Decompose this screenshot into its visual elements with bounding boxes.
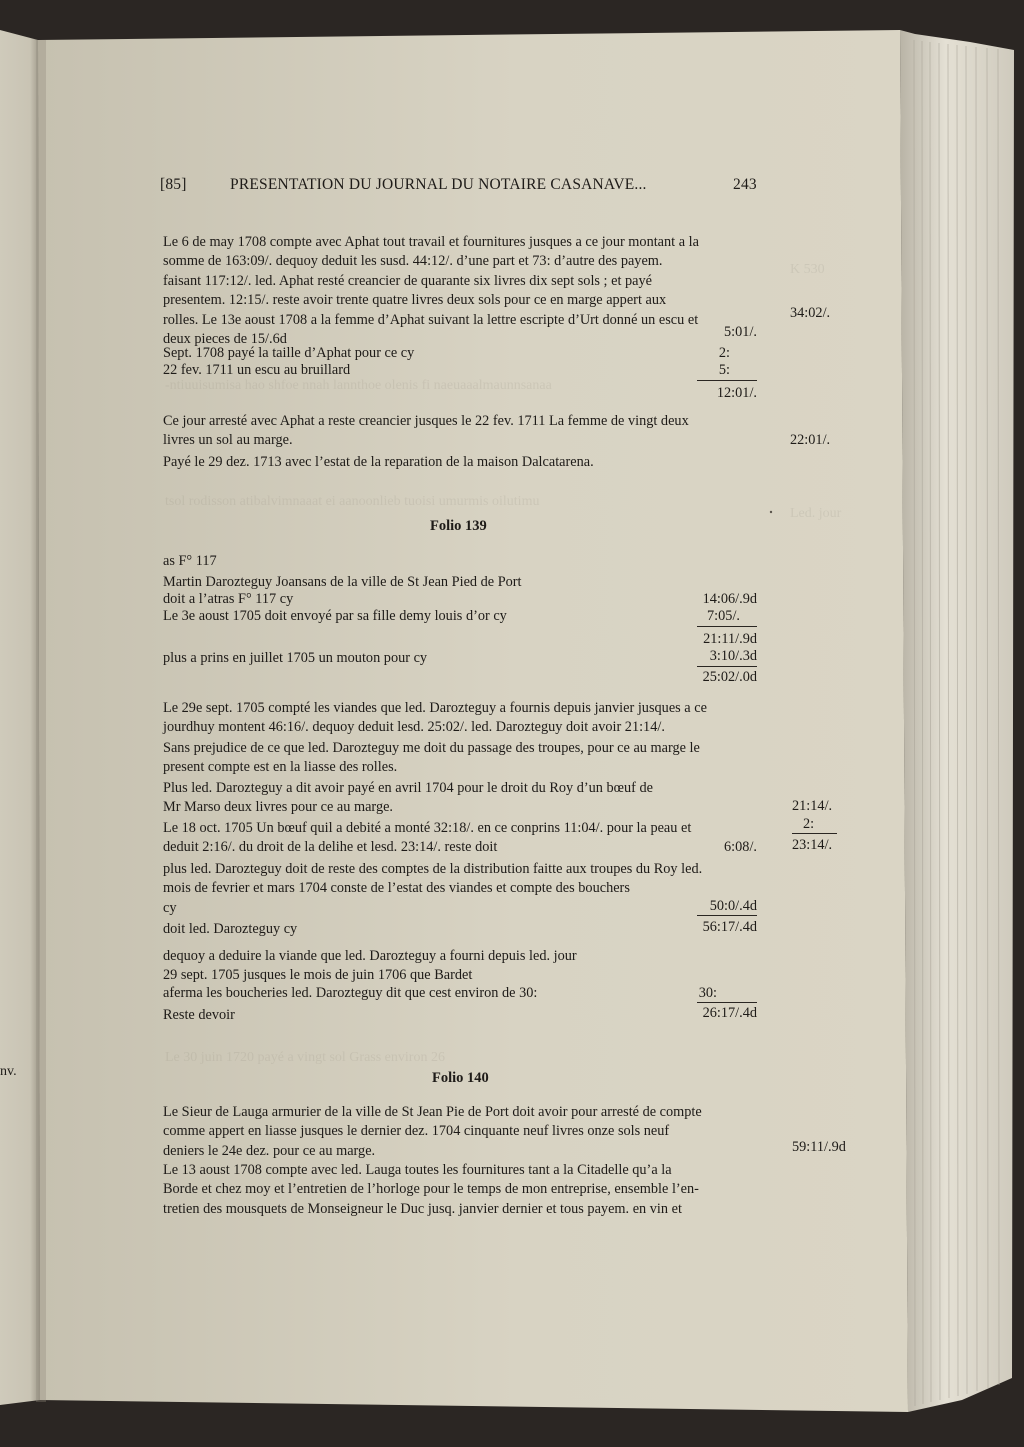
page-number: 243 — [733, 176, 757, 193]
entry-martin: Martin Darozteguy Joansans de la ville de St Jean Pied de Port — [163, 574, 522, 590]
text-line: Borde et chez moy et l’entretien de l’horloge pour le temps de mon entreprise, ensemble l’en- — [163, 1181, 699, 1198]
text-line: Sans prejudice de ce que led. Darozteguy me doit du passage des troupes, pour ce au marge le — [163, 740, 700, 756]
sum-rule — [697, 380, 757, 381]
text-line: presentem. 12:15/. reste avoir trente quatre livres deux sols pour ce en marge appert aux — [163, 292, 667, 309]
text-line: deduit 2:16/. du droit de la delihe et lesd. 23:14/. reste doit — [163, 839, 498, 856]
text-line: cy — [163, 899, 177, 916]
text-line: Ce jour arresté avec Aphat a reste creancier jusques le 22 fev. 1711 La femme de vingt deux — [163, 413, 689, 429]
left-page-fragment: nv. — [0, 1064, 17, 1079]
sum-rule — [697, 626, 757, 627]
entry-deduire: aferma les boucheries led. Darozteguy dit que cest environ de 30: — [163, 985, 538, 1001]
entry-demy-louis: Le 3e aoust 1705 doit envoyé par sa fille demy louis d’or cy — [163, 608, 507, 624]
sum-rule — [697, 1002, 757, 1003]
margin-sum-rule — [792, 833, 837, 834]
show-through-text: Le 30 juin 1720 payé a vingt sol Grass environ 26 — [165, 1050, 445, 1065]
margin-amount: 2: — [803, 816, 815, 832]
text-line: mois de fevrier et mars 1704 conste de l’estat des viandes et compte des bouchers — [163, 880, 630, 897]
subtotal-amount: 21:11/.9d — [703, 631, 757, 647]
total-amount: 12:01/. — [716, 385, 757, 401]
entry-taille: Sept. 1708 payé la taille d’Aphat pour ce cy — [163, 345, 415, 361]
paragraph-29-sept — [163, 699, 758, 738]
text-line: tretien des mousquets de Monseigneur le Duc jusq. janvier dernier et tous payem. en vin et — [163, 1200, 682, 1217]
text-line: plus led. Darozteguy doit de reste des comptes de la distribution faitte aux troupes du Roy led. — [163, 861, 703, 877]
paragraph-aphat-compte — [163, 233, 758, 349]
text-line: Le Sieur de Lauga armurier de la ville de St Jean Pie de Port doit avoir pour arresté de compte — [163, 1104, 702, 1120]
amount: 7:05/. — [707, 608, 740, 624]
entry-escu: 22 fev. 1711 un escu au bruillard — [163, 362, 351, 378]
margin-amount: 59:11/.9d — [792, 1139, 846, 1155]
text-line: Mr Marso deux livres pour ce au marge. — [163, 799, 394, 816]
paragraph-droit-du-roy — [163, 779, 758, 818]
show-through-text: tsol rodisson atibalvimnaaat ei aanoonlieb tuoisi umurmis oilutimu — [165, 494, 540, 509]
margin-amount: 21:14/. — [792, 798, 833, 814]
section-number: [85] — [160, 176, 187, 193]
entry-mouton: plus a prins en juillet 1705 un mouton pour cy — [163, 650, 428, 666]
amount: 30: — [698, 985, 717, 1001]
text-line: Plus led. Darozteguy a dit avoir payé en avril 1704 pour le droit du Roy d’un bœuf de — [163, 780, 653, 796]
amount: 26:17/.4d — [702, 1005, 757, 1021]
paragraph-sans-prejudice — [163, 739, 758, 778]
amount: 6:08/. — [724, 839, 757, 855]
amount: 5:01/. — [724, 324, 757, 340]
text-line: somme de 163:09/. dequoy deduit les susd. 44:12/. d’une part et 73: d’autre des payem. — [163, 253, 663, 270]
text-line: deniers le 24e dez. pour ce au marge. — [163, 1142, 376, 1159]
amount: 14:06/.9d — [702, 591, 757, 607]
text-line: livres un sol au marge. — [163, 432, 293, 449]
sum-rule — [697, 915, 757, 916]
entry-deduire: 29 sept. 1705 jusques le mois de juin 1706 que Bardet — [163, 967, 473, 983]
show-through-text: K 530 — [790, 262, 825, 277]
entry-deduire: dequoy a deduire la viande que led. Darozteguy a fourni depuis led. jour — [163, 948, 577, 964]
folio-heading: Folio 140 — [432, 1070, 489, 1086]
paragraph-13-aoust — [163, 1161, 758, 1219]
folio-heading: Folio 139 — [430, 518, 487, 534]
paragraph-paye: Payé le 29 dez. 1713 avec l’estat de la reparation de la maison Dalcatarena. — [163, 454, 594, 470]
text-line: faisant 117:12/. led. Aphat resté creancier de quarante six livres dix sept sols ; et payé — [163, 272, 652, 289]
running-title: PRESENTATION DU JOURNAL DU NOTAIRE CASANAVE... — [230, 176, 647, 193]
paragraph-arreste — [163, 412, 758, 451]
margin-amount: 34:02/. — [790, 305, 831, 321]
text-line: comme appert en liasse jusques le dernier dez. 1704 cinquante neuf livres onze sols neuf — [163, 1123, 670, 1140]
text-line: present compte est en la liasse des rolles. — [163, 759, 398, 776]
entry-doit: doit led. Darozteguy cy — [163, 921, 298, 937]
text-line: Le 6 de may 1708 compte avec Aphat tout travail et fournitures jusques a ce jour montant a la — [163, 234, 699, 250]
amount: 3:10/.3d — [709, 648, 757, 664]
amount: 2: — [718, 345, 730, 361]
entry-atras: doit a l’atras F° 117 cy — [163, 591, 294, 607]
paragraph-sieur-lauga — [163, 1103, 758, 1161]
amount: 5: — [718, 362, 730, 378]
amount: 50:0/.4d — [709, 898, 757, 914]
subtotal-amount: 25:02/.0d — [702, 669, 757, 685]
text-line: Le 18 oct. 1705 Un bœuf quil a debité a monté 32:18/. en ce conprins 11:04/. pour la peau et — [163, 820, 692, 836]
sum-rule — [697, 666, 757, 667]
text-line: deux pieces de 15/.6d — [163, 331, 287, 348]
entry-reste-devoir: Reste devoir — [163, 1007, 235, 1023]
text-line: Le 13 aoust 1708 compte avec led. Lauga toutes les fournitures tant a la Citadelle qu’a la — [163, 1162, 672, 1178]
cross-reference: as F° 117 — [163, 553, 217, 569]
text-line: jourdhuy montent 46:16/. dequoy deduit lesd. 25:02/. led. Darozteguy doit avoir 21:14/. — [163, 719, 665, 736]
margin-amount: 23:14/. — [792, 837, 833, 853]
margin-amount: 22:01/. — [790, 432, 831, 448]
show-through-text: Led. jour — [790, 506, 842, 521]
text-line: rolles. Le 13e aoust 1708 a la femme d’Aphat suivant la lettre escripte d’Urt donné un escu et — [163, 311, 699, 328]
amount: 56:17/.4d — [702, 919, 757, 935]
show-through-text: -ntiuuisumisa hao shfoe nnah lannthoe olenis fi naeuaaalmaunnsanaa — [165, 378, 552, 393]
text-line: Le 29e sept. 1705 compté les viandes que led. Darozteguy a fournis depuis janvier jusques a ce — [163, 700, 707, 716]
